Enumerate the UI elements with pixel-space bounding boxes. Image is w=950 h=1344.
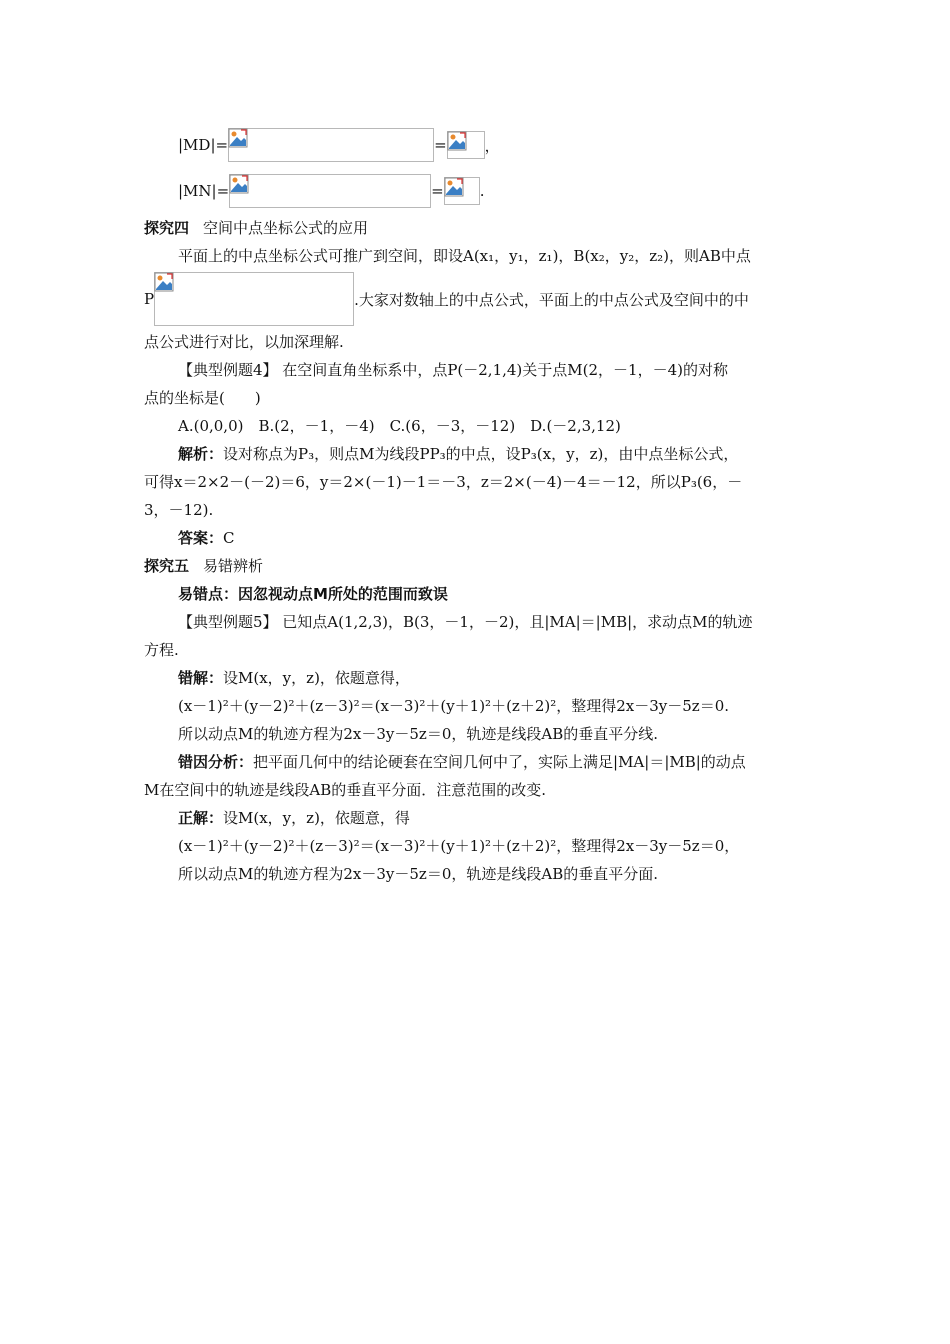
- para2-prefix: P: [144, 290, 155, 308]
- section4-subtitle: 空间中点坐标公式的应用: [203, 219, 369, 237]
- correct-label: 正解：: [178, 809, 224, 827]
- cause-label: 错因分析：: [178, 753, 254, 771]
- formula-image-placeholder: [444, 177, 480, 205]
- formula-mn-lhs: |MN|=: [178, 182, 230, 200]
- broken-image-icon: [154, 272, 174, 292]
- analysis-line2: 可得x＝2×2－(－2)＝6，y＝2×(－1)－1＝－3，z＝2×(－4)－4＝－12，所以P₃(6，－: [144, 473, 743, 491]
- correct-line2: (x－1)²＋(y－2)²＋(z－3)²＝(x－3)²＋(y＋1)²＋(z＋2)²，整理得2x－3y－5z＝0，: [178, 837, 740, 855]
- formula-md-lhs: |MD|=: [178, 136, 229, 154]
- correct-line3: 所以动点M的轨迹方程为2x－3y－5z＝0，轨迹是线段AB的垂直平分面.: [178, 865, 658, 883]
- cause-line1: 把平面几何中的结论硬套在空间几何中了，实际上满足|MA|＝|MB|的动点: [253, 753, 746, 771]
- error-cause: [144, 748, 808, 776]
- error-point: 易错点：因忽视动点M所处的范围而致误: [178, 585, 448, 603]
- correct-solution: [144, 804, 808, 832]
- section4-para2: [144, 270, 808, 328]
- example4-answer: [144, 524, 808, 552]
- wrong-label: 错解：: [178, 669, 224, 687]
- answer-label: 答案：: [178, 529, 224, 547]
- example5-line1: 【典型例题5】 已知点A(1,2,3)，B(3，－1，－2)，且|MA|＝|MB|，求动点M的轨迹: [178, 613, 753, 631]
- example4-line1: 【典型例题4】 在空间直角坐标系中，点P(－2,1,4)关于点M(2，－1，－4)的对称: [178, 361, 728, 379]
- section4-para1: 平面上的中点坐标公式可推广到空间，即设A(x₁，y₁，z₁)，B(x₂，y₂，z₂)，则AB中点: [178, 247, 751, 265]
- section5-title: 探究五: [144, 557, 190, 575]
- section5-heading: [144, 552, 808, 580]
- section4-title: 探究四: [144, 219, 190, 237]
- formula-mn: [144, 168, 808, 214]
- correct-line1: 设M(x，y，z)，依题意，得: [223, 809, 410, 827]
- section4-heading: [144, 214, 808, 242]
- analysis-line1: 设对称点为P₃，则点M为线段PP₃的中点，设P₃(x，y，z)，由中点坐标公式，: [223, 445, 739, 463]
- wrong-line2: (x－1)²＋(y－2)²＋(z－3)²＝(x－3)²＋(y＋1)²＋(z＋2)²，整理得2x－3y－5z＝0.: [178, 697, 730, 715]
- example4-analysis: [144, 440, 808, 468]
- formula-md-equals: =: [434, 136, 447, 154]
- formula-image-placeholder: [447, 131, 485, 159]
- example5-line2: 方程.: [144, 641, 179, 659]
- formula-image-placeholder: [229, 174, 431, 208]
- formula-md-tail: ，: [484, 136, 500, 155]
- answer-value: C: [223, 529, 235, 547]
- example4-line2: 点的坐标是( ): [144, 389, 261, 407]
- para2-rest: .大家对数轴上的中点公式，平面上的中点公式及空间中的中: [354, 290, 749, 309]
- section5-subtitle: 易错辨析: [203, 557, 264, 575]
- formula-mn-equals: =: [431, 182, 444, 200]
- formula-mn-tail: .: [479, 182, 485, 200]
- formula-image-placeholder: [228, 128, 434, 162]
- analysis-line3: 3，－12).: [144, 501, 214, 519]
- midpoint-formula-image-placeholder: [154, 272, 354, 326]
- analysis-label: 解析：: [178, 445, 224, 463]
- section4-para3: 点公式进行对比，以加深理解.: [144, 333, 344, 351]
- broken-image-icon: [229, 174, 249, 194]
- broken-image-icon: [228, 128, 248, 148]
- cause-line2: M在空间中的轨迹是线段AB的垂直平分面．注意范围的改变.: [144, 781, 546, 799]
- wrong-line1: 设M(x，y，z)，依题意得，: [223, 669, 410, 687]
- wrong-line3: 所以动点M的轨迹方程为2x－3y－5z＝0，轨迹是线段AB的垂直平分线.: [178, 725, 658, 743]
- broken-image-icon: [444, 177, 464, 197]
- formula-md: [144, 122, 808, 168]
- wrong-solution: [144, 664, 808, 692]
- example4-options: A.(0,0,0) B.(2，－1，－4) C.(6，－3，－12) D.(－2,3,12): [178, 417, 621, 435]
- document-content: [144, 122, 808, 888]
- broken-image-icon: [447, 131, 467, 151]
